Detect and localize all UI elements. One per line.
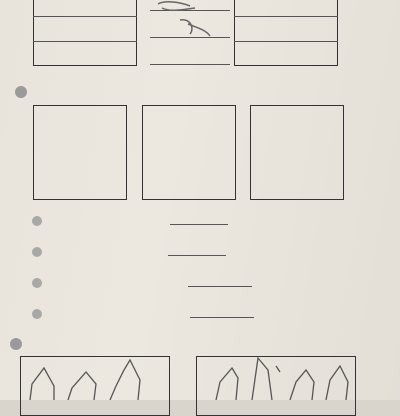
handwritten-scribble-top (150, 0, 240, 70)
sub-question-b-letter (32, 247, 42, 257)
top-left-box-divider-2 (33, 41, 137, 42)
top-right-box-divider-1 (234, 16, 338, 17)
answer-line-a (170, 224, 228, 225)
group-a-box (33, 105, 127, 200)
answer-line-b (168, 255, 226, 256)
answer-line-c (188, 286, 252, 287)
pencil-drawings-left (20, 356, 170, 400)
top-right-box-divider-2 (234, 41, 338, 42)
top-left-box-divider-1 (33, 16, 137, 17)
top-right-counter-box (234, 0, 338, 66)
pencil-drawings-right (196, 352, 356, 400)
sub-question-c-letter (32, 278, 42, 288)
sub-question-a-letter (32, 216, 42, 226)
group-c-box (250, 105, 344, 200)
answer-line-d (190, 317, 254, 318)
question-2-number (15, 86, 27, 98)
question-3-number (10, 338, 22, 350)
group-b-box (142, 105, 236, 200)
sub-question-d-letter (32, 309, 42, 319)
top-left-counter-box (33, 0, 137, 66)
